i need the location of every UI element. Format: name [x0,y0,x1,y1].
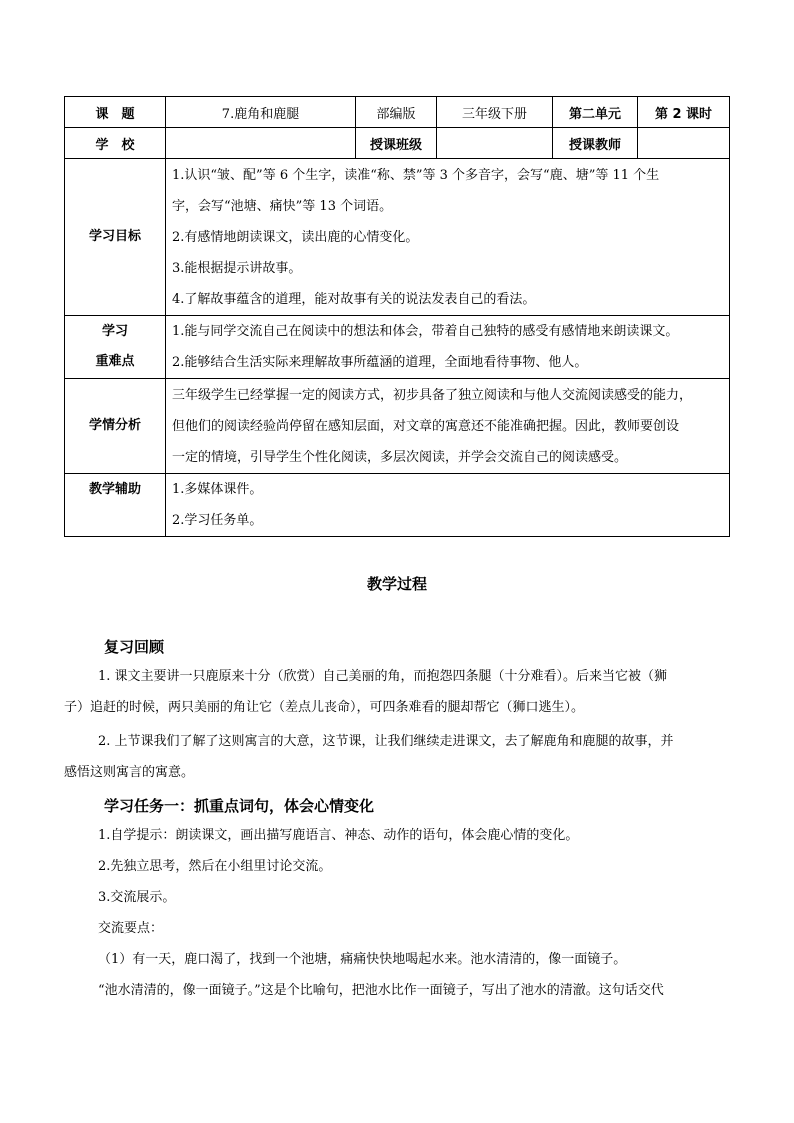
table-row-aids [65,474,730,537]
analysis-line: 三年级学生已经掌握一定的阅读方式，初步具备了独立阅读和与他人交流阅读感受的能力， [172,387,693,403]
analysis-label: 学情分析 [65,379,166,474]
key-points-content [166,316,730,379]
goals-label: 学习目标 [65,159,166,316]
analysis-line: 但他们的阅读经验尚停留在感知层面，对文章的寓意还不能准确把握。因此，教师要创设 [172,418,680,434]
task1-line: 交流要点： [98,921,164,936]
task1-line: 2.先独立思考，然后在小组里讨论交流。 [98,859,332,874]
key-point-line: 2.能够结合生活实际来理解故事所蕴涵的道理，全面地看待事物、他人。 [172,355,588,370]
goal-line: 字，会写“池塘、痛快”等 13 个词语。 [172,198,393,214]
key-points-label-line1: 学习 [101,324,128,339]
lesson-info-table [64,96,730,537]
task1-line: 3.交流展示。 [98,890,176,905]
analysis-content [166,379,730,474]
aid-line: 2.学习任务单。 [172,513,263,528]
table-row-key-points [65,316,730,379]
table-row-goals [65,159,730,316]
teacher-label: 授课教师 [553,128,638,159]
period: 第 2 课时 [638,97,730,128]
review-heading: 复习回顾 [104,638,165,656]
review-line: 子）追赶的时候，两只美丽的角让它（差点儿丧命），可四条难看的腿却帮它（狮口逃生）。 [64,700,585,715]
goal-line: 3.能根据提示讲故事。 [172,260,302,276]
aid-line: 1.多媒体课件。 [172,482,263,497]
topic-label: 课 题 [65,97,166,128]
analysis-line: 一定的情境，引导学生个性化阅读，多层次阅读，并学会交流自己的阅读感受。 [172,449,628,465]
key-point-line: 1.能与同学交流自己在阅读中的想法和体会，带着自己独特的感受有感情地来朗读课文。 [172,324,679,339]
task1-line: （1）有一天，鹿口渴了，找到一个池塘，痛痛快快地喝起水来。池水清清的，像一面镜子。 [98,952,627,967]
goal-line: 1.认识“皱、配”等 6 个生字，读准“称、禁”等 3 个多音字，会写“鹿、塘”等 11 个生 [172,167,660,183]
task1-heading: 学习任务一：抓重点词句，体会心情变化 [104,797,375,815]
task1-line: “池水清清的，像一面镜子。”这是个比喻句，把池水比作一面镜子，写出了池水的清澈。这句话交代 [98,983,664,998]
table-row-topic [65,97,730,128]
review-line: 感悟这则寓言的寓意。 [64,765,195,780]
review-line: 1. 课文主要讲一只鹿原来十分（欣赏）自己美丽的角，而抱怨四条腿（十分难看）。后来当它被（狮 [98,669,668,684]
goal-line: 4.了解故事蕴含的道理，能对故事有关的说法发表自己的看法。 [172,291,536,307]
edition: 部编版 [356,97,437,128]
lesson-title: 7.鹿角和鹿腿 [166,97,356,128]
class-value [437,128,553,159]
aids-label: 教学辅助 [65,474,166,537]
key-points-label [65,316,166,379]
goals-content [166,159,730,316]
class-label: 授课班级 [356,128,437,159]
school-label: 学 校 [65,128,166,159]
goal-line: 2.有感情地朗读课文，读出鹿的心情变化。 [172,229,419,245]
section-title-teaching-process: 教学过程 [366,575,427,593]
table-row-analysis [65,379,730,474]
task1-line: 1.自学提示：朗读课文，画出描写鹿语言、神态、动作的语句，体会鹿心情的变化。 [98,828,579,843]
unit: 第二单元 [553,97,638,128]
table-row-school [65,128,730,159]
review-line: 2. 上节课我们了解了这则寓言的大意，这节课，让我们继续走进课文，去了解鹿角和鹿腿的故事，并 [98,734,674,749]
key-points-label-line2: 重难点 [95,354,135,369]
aids-content [166,474,730,537]
grade: 三年级下册 [437,97,553,128]
teacher-value [638,128,730,159]
school-value [166,128,356,159]
